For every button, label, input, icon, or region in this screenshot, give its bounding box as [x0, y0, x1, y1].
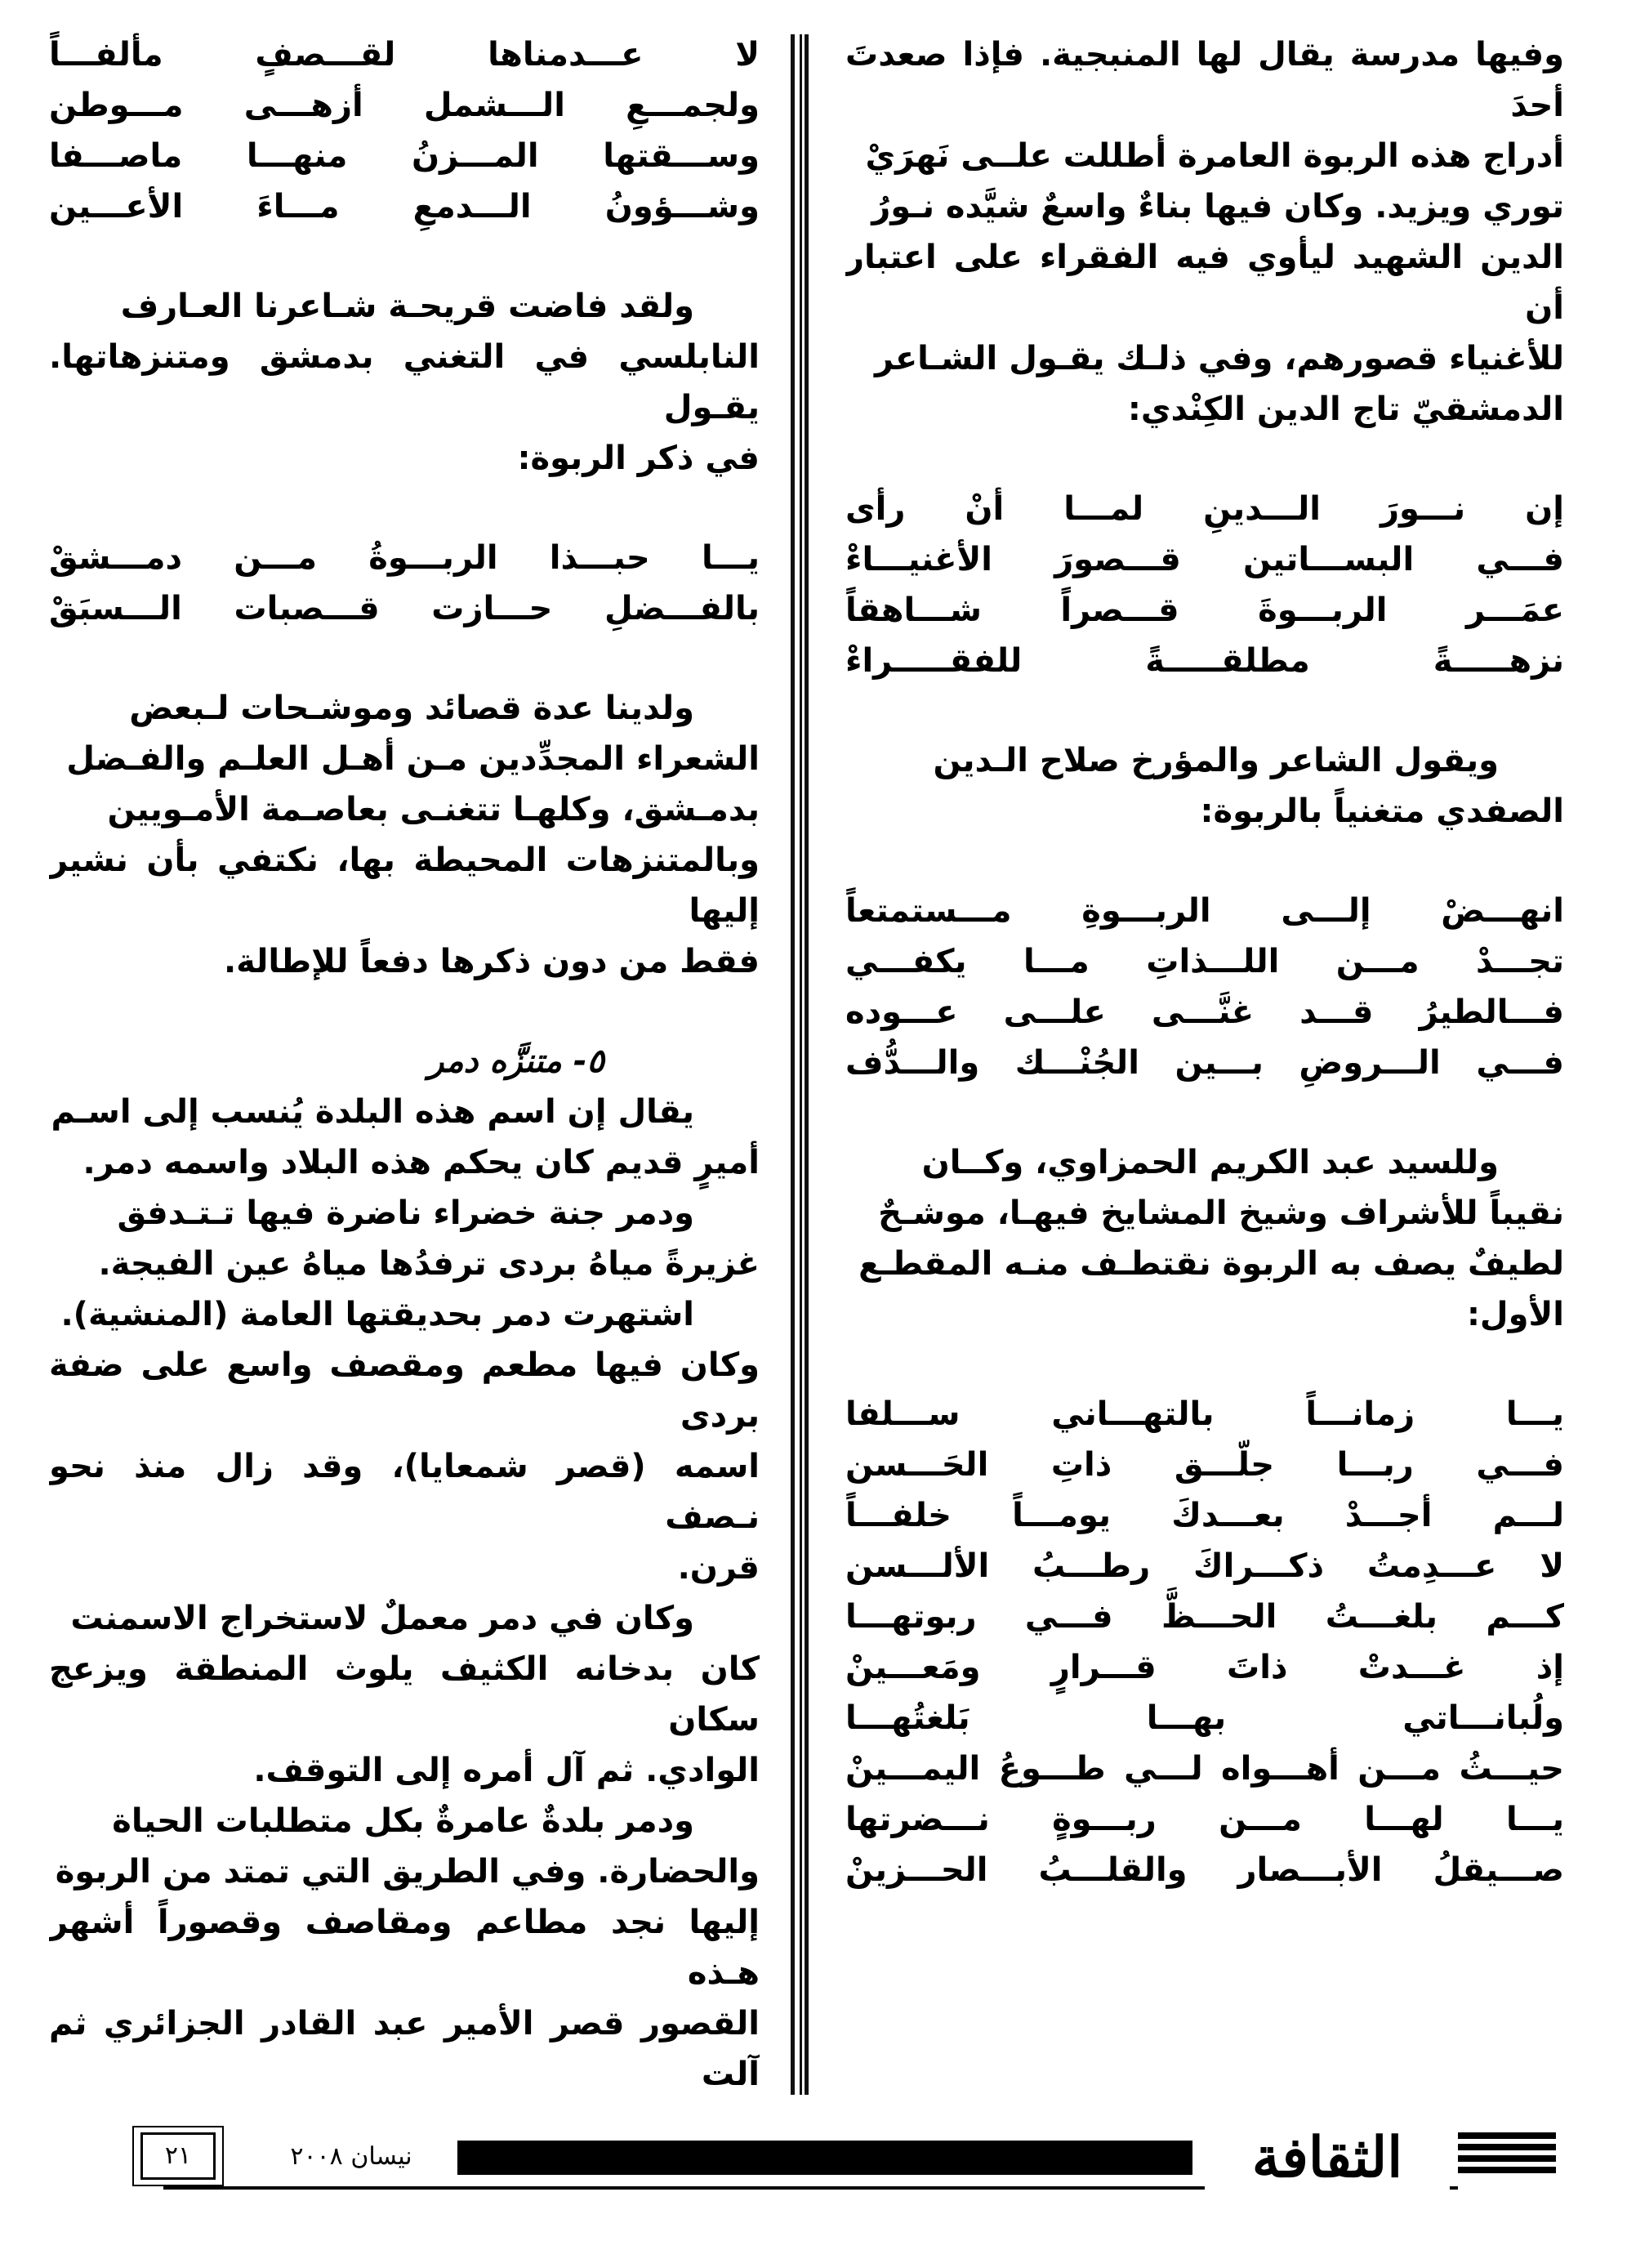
text-line: اشتهرت دمر بحديقتها العامة (المنشية). [60, 1296, 694, 1333]
text-line: بدمـشق، وكلهـا تتغنـى بعاصـمة الأمـويين [107, 791, 760, 828]
text-line: ولقد فاضت قريحـة شـاعرنا العـارف [120, 288, 694, 325]
paragraph [845, 29, 1564, 435]
text-line: للأغنياء قصورهم، وفي ذلـك يقـول الشـاعر [874, 340, 1564, 377]
text-line: أميرٍ قديم كان يحكم هذه البلاد واسمه دمر. [82, 1144, 760, 1181]
text-line: لطيفٌ يصف به الربوة نقتطـف منـه المقطـع [858, 1245, 1564, 1283]
text-line: الأول: [1466, 1296, 1564, 1333]
verse-line: انهـــضْ إلـــى الربـــوةِ مـــستمتعاً [845, 892, 1564, 930]
verse-line: يـــا زمانـــاً بالتهـــاني ســـلفا [845, 1395, 1564, 1433]
text-line: وبالمتنزهات المحيطة بها، نكتفي بأن نشير إليها [49, 842, 760, 930]
left-column [49, 29, 760, 2131]
verse-line: إذ غـــدتْ ذاتَ قـــرارٍ ومَعـــينْ [845, 1649, 1564, 1686]
text-line: توري ويزيد. وكان فيها بناءٌ واسعٌ شيَّده نـورُ [871, 188, 1564, 225]
right-column [845, 29, 1564, 2131]
text-line: الدين الشهيد ليأوي فيه الفقراء على اعتبار أن [845, 239, 1564, 327]
poem [845, 886, 1564, 1088]
verse-line: فـــالطيرُ قـــد غنَّـــى علـــى عـــوده [845, 993, 1564, 1031]
text-line: وكان فيها مطعم ومقصف واسع على ضفة بردى [49, 1346, 760, 1435]
poem [49, 29, 760, 232]
text-line: الصفدي متغنياً بالربوة: [1200, 792, 1564, 830]
paragraph [845, 1137, 1564, 1340]
text-line: ودمر بلدةٌ عامرةٌ بكل متطلبات الحياة [112, 1802, 694, 1840]
verse-line: ولجمـــعِ الـــشمل أزهـــى مـــوطن [49, 87, 760, 124]
verse-line: فـــي ربـــا جلّـــق ذاتِ الحَـــسن [845, 1446, 1564, 1484]
text-line: ويقول الشاعر والمؤرخ صلاح الـدين [933, 742, 1499, 779]
paragraph [49, 281, 760, 484]
verse-line: فـــي الـــروضِ بـــين الجُنْـــك والـــدُّف [845, 1044, 1564, 1082]
verse-line: نزهـــــةً مطلقـــــةً للفقـــــراءْ [845, 642, 1564, 680]
paragraph [49, 1087, 760, 1188]
text-line: الشعراء المجدِّدين مـن أهـل العلـم والفـضل [66, 740, 760, 778]
paragraph [845, 735, 1564, 837]
poem [845, 484, 1564, 686]
text-line: إليها نجد مطاعم ومقاصف وقصوراً أشهر هـذه [49, 1904, 760, 1992]
text-line: نقيباً للأشراف وشيخ المشايخ فيهـا، موشـحٌ [878, 1194, 1564, 1232]
section-heading: ٥- متنزَّه دمر [428, 1042, 604, 1080]
verse-line: بالفـــضلِ حـــازت قـــصبات الـــسبَقْ [49, 590, 760, 627]
text-line: وكان في دمر معملٌ لاستخراج الاسمنت [70, 1600, 694, 1637]
poem [49, 533, 760, 634]
text-line: القصور قصر الأمير عبد القادر الجزائري ثم آلت [49, 2005, 760, 2093]
text-line: وللسيد عبد الكريم الحمزاوي، وكــان [921, 1144, 1499, 1181]
verse-line: لا عـــدِمتُ ذكـــراكَ رطـــبُ الألـــسن [845, 1547, 1564, 1585]
verse-line: كـــم بلغـــتُ الحـــظَّ فـــي ربوتهـــا [845, 1598, 1564, 1636]
poem [845, 1389, 1564, 1895]
verse-line: يـــا لهـــا مـــن ربـــوةٍ نـــضرتها [845, 1801, 1564, 1838]
magazine-logo: الثقافة [1205, 2126, 1450, 2190]
paragraph [49, 683, 760, 987]
column-divider [791, 34, 809, 2095]
text-line: ولدينا عدة قصائد وموشـحات لـبعض [129, 690, 694, 727]
text-line: ودمر جنة خضراء ناضرة فيها تـتـدفق [117, 1194, 694, 1232]
verse-line: وشـــؤونُ الـــدمعِ مـــاءَ الأعـــين [49, 188, 760, 225]
verse-line: حيـــثُ مـــن أهـــواه لـــي طـــوعُ اليمـــينْ [845, 1750, 1564, 1788]
text-line: أدراج هذه الربوة العامرة أطللت علــى نَهرَيْ [865, 137, 1564, 175]
text-line: الوادي. ثم آل أمره إلى التوقف. [253, 1752, 760, 1789]
text-line: النابلسي في التغني بدمشق ومتنزهاتها. يقـول [49, 338, 760, 426]
text-line: والحضارة. وفي الطريق التي تمتد من الربوة [55, 1853, 760, 1891]
footer-bar [457, 2141, 1192, 2175]
paragraph [49, 1289, 760, 1593]
paragraph [49, 1188, 760, 1289]
verse-line: عمَـــر الربـــوةَ قـــصراً شـــاهقاً [845, 592, 1564, 629]
verse-line: إن نـــورَ الـــدينِ لمـــا أنْ رأى [845, 490, 1564, 528]
text-line: يقال إن اسم هذه البلدة يُنسب إلى اسـم [51, 1093, 694, 1131]
text-line: كان بدخانه الكثيف يلوث المنطقة ويزعج سكان [49, 1650, 760, 1739]
issue-date: نيسان ٢٠٠٨ [290, 2142, 412, 2171]
paragraph [49, 1593, 760, 1796]
paragraph [49, 1796, 760, 2100]
text-line: فقط من دون ذكرها دفعاً للإطالة. [223, 943, 760, 980]
text-line: قرن. [677, 1549, 760, 1587]
logo-stripes-icon [1458, 2132, 1556, 2183]
text-line: وفيها مدرسة يقال لها المنبجية. فإذا صعدتَ أحدَ [845, 36, 1564, 124]
verse-line: وســـقتها المـــزنُ منهـــا ماصـــفا [49, 137, 760, 175]
verse-line: لا عـــدمناها لقـــصفٍ مألفـــاً [49, 36, 760, 74]
page-footer [0, 2124, 1627, 2239]
verse-line: فـــي البســـاتين قـــصورَ الأغنيـــاءْ [845, 541, 1564, 578]
page-number: ٢١ [140, 2132, 216, 2180]
verse-line: ولُبانـــاتي بهـــا بَلغتُهـــا [845, 1699, 1564, 1737]
verse-line: يـــا حبـــذا الربـــوةُ مـــن دمـــشقْ [49, 539, 760, 577]
text-line: اسمه (قصر شمعايا)، وقد زال منذ نحو نـصف [49, 1448, 760, 1536]
verse-line: صـــيقلُ الأبـــصار والقلـــبُ الحـــزينْ [845, 1851, 1564, 1889]
text-line: الدمشقيّ تاج الدين الكِنْدي: [1127, 391, 1564, 428]
verse-line: لـــم أجـــدْ بعـــدكَ يومـــاً خلفـــاً [845, 1497, 1564, 1534]
text-line: في ذكر الربوة: [517, 440, 760, 477]
text-line: غزيرةً مياهُ بردى ترفدُها مياهُ عين الفيجة. [98, 1245, 760, 1283]
verse-line: تجـــدْ مـــن اللـــذاتِ مـــا يكفـــي [845, 943, 1564, 980]
